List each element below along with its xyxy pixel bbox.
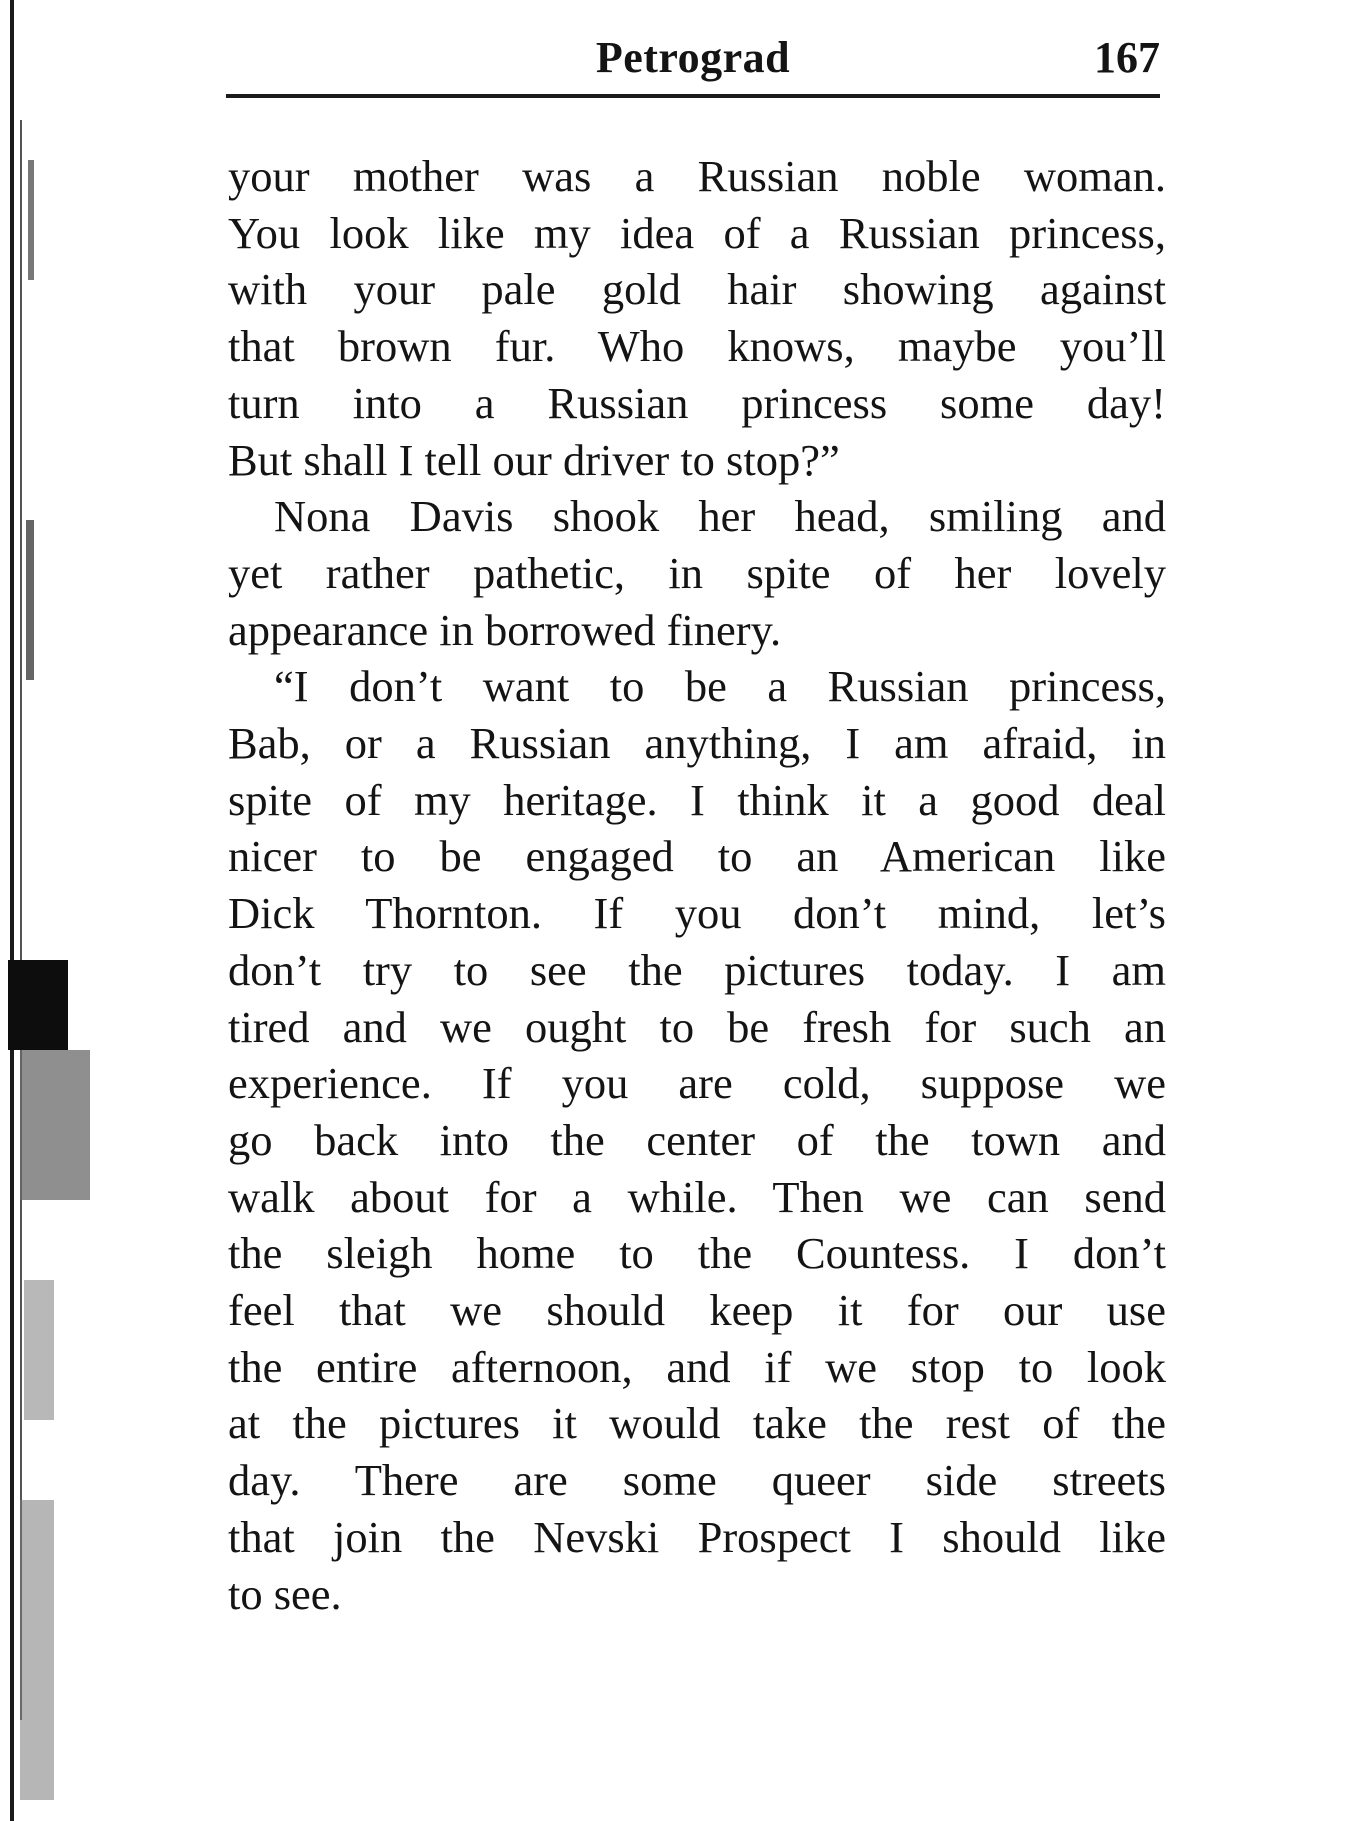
paragraph-1 — [228, 148, 1166, 488]
gutter-edge-inner — [20, 120, 22, 1720]
text-line: don’t try to see the pictures today. I am — [228, 944, 1166, 995]
text-line: spite of my heritage. I think it a good deal — [228, 774, 1166, 825]
text-line: yet rather pathetic, in spite of her lovely — [228, 547, 1166, 598]
scan-artifact — [20, 1050, 90, 1200]
text-line: that join the Nevski Prospect I should like — [228, 1511, 1166, 1562]
text-line: Dick Thornton. If you don’t mind, let’s — [228, 888, 1166, 939]
text-line: turn into a Russian princess some day! — [228, 377, 1166, 428]
text-line: tired and we ought to be fresh for such an — [228, 1001, 1166, 1052]
paragraph-3 — [228, 658, 1166, 1622]
text-line: experience. If you are cold, suppose we — [228, 1058, 1166, 1109]
text-line: that brown fur. Who knows, maybe you’ll — [228, 321, 1166, 372]
text-line: appearance in borrowed finery. — [228, 604, 782, 655]
text-line: But shall I tell our driver to stop?” — [228, 434, 840, 485]
text-line: your mother was a Russian noble woman. — [228, 151, 1166, 201]
text-line: feel that we should keep it for our use — [228, 1285, 1166, 1336]
gutter-edge — [10, 0, 14, 1821]
running-title: Petrograd — [595, 33, 791, 82]
text-line: the entire afternoon, and if we stop to look — [228, 1341, 1166, 1392]
scan-artifact — [8, 960, 68, 1050]
text-line: to see. — [228, 1568, 342, 1619]
scan-artifact — [24, 1280, 54, 1420]
text-line: Bab, or a Russian anything, I am afraid, in — [228, 718, 1166, 769]
text-line: day. There are some queer side streets — [228, 1455, 1166, 1506]
text-line: with your pale gold hair showing against — [228, 264, 1166, 315]
page-number: 167 — [1094, 33, 1160, 82]
text-line: walk about for a while. Then we can send — [228, 1171, 1166, 1222]
text-line: Nona Davis shook her head, smiling and — [274, 491, 1166, 542]
scan-artifact — [28, 160, 34, 280]
text-line: at the pictures it would take the rest of the — [228, 1398, 1166, 1449]
body-text — [228, 148, 1166, 1622]
text-line: nicer to be engaged to an American like — [228, 831, 1166, 882]
running-head — [226, 30, 1160, 86]
text-line: You look like my idea of a Russian princess, — [228, 207, 1166, 258]
scan-gutter-shadow — [0, 0, 96, 1821]
text-line: the sleigh home to the Countess. I don’t — [228, 1228, 1166, 1279]
scan-artifact — [20, 1500, 54, 1800]
paragraph-2 — [228, 488, 1166, 658]
scan-artifact — [26, 520, 34, 680]
header-rule — [226, 94, 1160, 98]
text-line: “I don’t want to be a Russian princess, — [274, 661, 1166, 712]
text-line: go back into the center of the town and — [228, 1114, 1166, 1165]
